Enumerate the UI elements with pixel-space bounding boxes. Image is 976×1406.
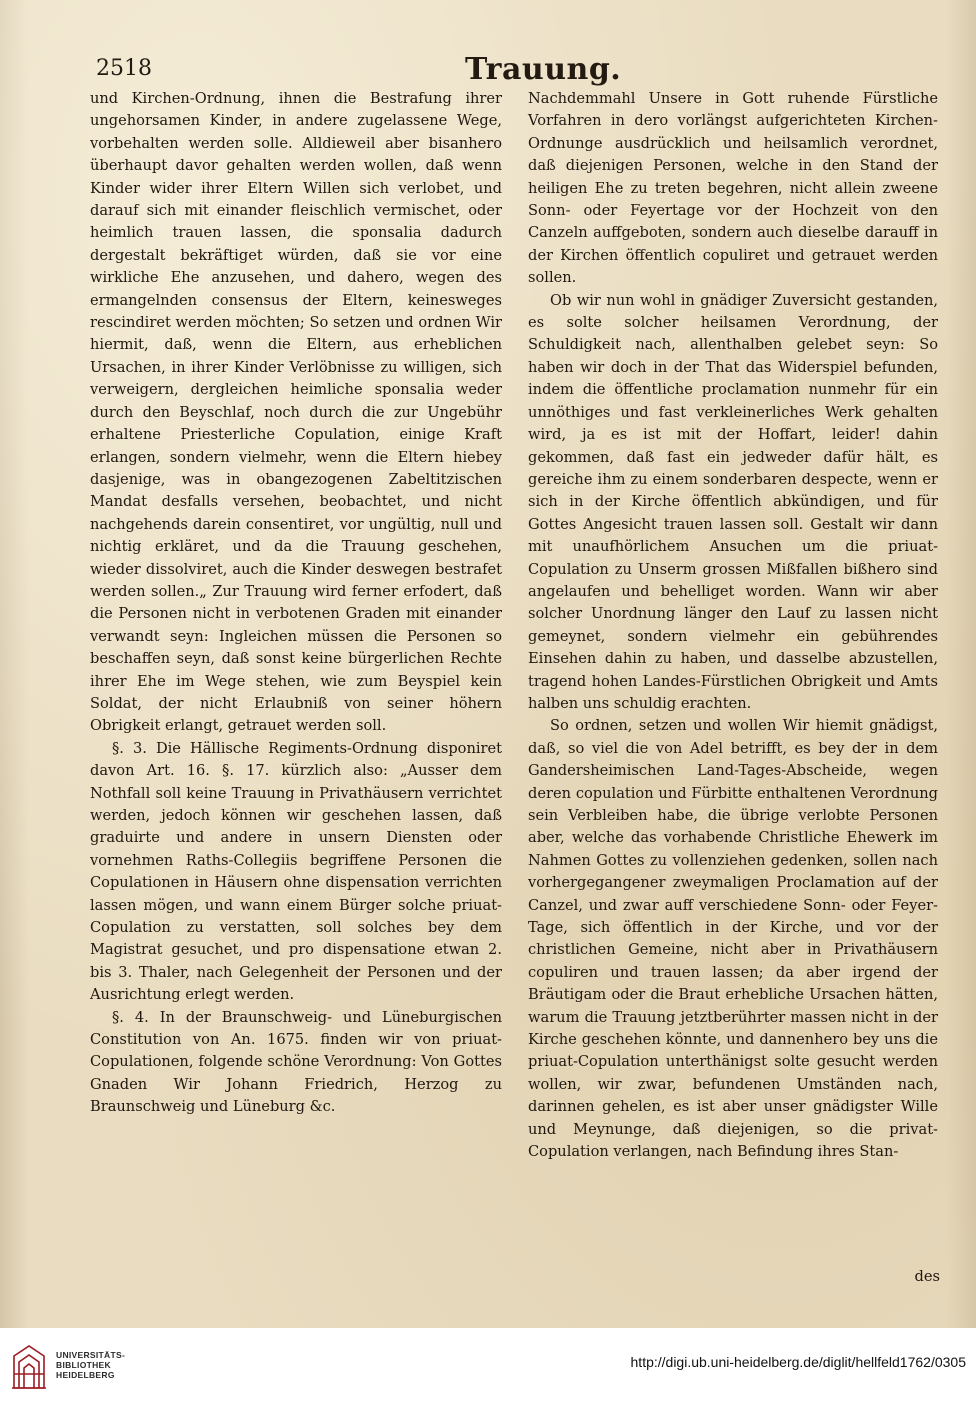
left-paragraph-1: und Kirchen-Ordnung, ihnen die Bestrafung ihrer ungehorsamen Kinder, in andere zugelassene Wege, vorbehalten werden solle. Alldieweil aber bisanhero überhaupt davor gehalten werden wollen, daß wenn Kinder wider ihrer Eltern Willen sich verlobet, und darauf sich mit einander fleischlich vermischet, oder heimlich trauen lassen, die sponsalia dadurch dergestalt bekräftiget würden, daß sie vor eine wirkliche Ehe anzusehen, und dahero, wegen des ermangelnden consensus der Eltern, keinesweges rescindiret werden möchten; So setzen und ordnen Wir hiermit, daß, wenn die Eltern, aus erheblichen Ursachen, in ihrer Kinder Verlöbnisse zu willigen, sich verweigern, dergleichen heimliche sponsalia weder durch den Beyschlaf, noch durch die zur Ungebühr erhaltene Priesterliche Copulation, einige Kraft erlangen, sondern vielmehr, wenn die Eltern hiebey dasjenige, was in obangezogenen Zabeltitzischen Mandat desfalls versehen, beobachtet, und nicht nachgehends darein consentiret, vor ungültig, null und nichtig erkläret, und da die Trauung geschehen, wieder dissolviret, auch die Kinder deswegen bestrafet werden sollen.„ Zur Trauung wird ferner erfodert, daß die Personen nicht in verbotenen Graden mit einander verwandt seyn: Ingleichen müssen die Personen so beschaffen seyn, daß sonst keine bürgerlichen Rechte ihrer Ehe im Wege stehen, wie zum Beyspiel kein Soldat, der nicht Erlaubniß von seiner höhern Obrigkeit erlangt, getrauet werden soll. bbox=[90, 90, 502, 735]
running-head bbox=[90, 52, 940, 88]
right-paragraph-1: Nachdemmahl Unsere in Gott ruhende Fürstliche Vorfahren in dero vorlängst aufgerichteten Kirchen-Ordnunge ausdrücklich und heilsamlich verordnet, daß diejenigen Personen, welche in den Stand der heiligen Ehe zu treten begehren, nicht allein zweene Sonn- oder Feyertage vor der Hochzeit von den Canzeln auffgeboten, sondern auch dieselbe darauff in der Kirchen öffentlich copuliret und getrauet werden sollen. bbox=[528, 90, 938, 287]
catchword: des bbox=[914, 1268, 940, 1285]
source-url-link[interactable]: http://digi.ub.uni-heidelberg.de/diglit/hellfeld1762/0305 bbox=[630, 1354, 966, 1370]
library-name-line-3: HEIDELBERG bbox=[56, 1370, 115, 1380]
right-column bbox=[528, 88, 938, 1164]
right-paragraph-2: Ob wir nun wohl in gnädiger Zuversicht gestanden, es solte solcher heilsamen Verordnung, der Schuldigkeit nach, allenthalben gelebet seyn: So haben wir doch in der That das Widerspiel befunden, indem die öffentliche proclamation nunmehr für ein unnöthiges und fast verkleinerliches Werk gehalten wird, ja es ist mit der Hoffart, leider! dahin gekommen, daß fast ein jedweder dafür hält, es gereiche ihm zu einem sonderbaren despecte, wenn er sich in der Kirche öffentlich abkündigen, und für Gottes Angesicht trauen lassen soll. Gestalt wir dann mit unaufhörlichem Ansuchen um die priuat-Copulation zu Unserm grossen Mißfallen bißhero sind angelaufen und behelliget worden. Wann wir aber solcher Unordnung länger den Lauf zu lassen nicht gemeynet, sondern vielmehr ein gebührendes Einsehen dahin zu haben, und dasselbe abzustellen, tragend hohen Landes-Fürstlichen Obrigkeit und Amts halben uns schuldig erachten. bbox=[528, 291, 938, 712]
left-paragraph-3: §. 4. In der Braunschweig- und Lüneburgischen Constitution von An. 1675. finden wir von priuat-Copulationen, folgende schöne Verordnung: Von Gottes Gnaden Wir Johann Friedrich, Herzog zu Braunschweig und Lüneburg &c. bbox=[90, 1008, 502, 1116]
page-title: Trauung. bbox=[465, 52, 622, 87]
right-paragraph-3: So ordnen, setzen und wollen Wir hiemit gnädigst, daß, so viel die von Adel betrifft, es bey der in dem Gandersheimischen Land-Tages-Abscheide, wegen deren copulation und Fürbitte enthaltenen Verordnung sein Verbleiben habe, die übrige verlobte Personen aber, welche das vorhabende Christliche Ehewerk im Nahmen Gottes zu vollenziehen gedenken, sollen nach vorhergegangener zweymaligen Proclamation auf der Canzel, und zwar auff verschiedene Sonn- oder Feyer-Tage, sich öffentlich in der Kirche, und vor der christlichen Gemeine, nicht aber in Privathäusern copuliren und trauen lassen; da aber irgend der Bräutigam oder die Braut erhebliche Ursachen hätten, warum die Trauung jetztberührter massen nicht in der Kirche geschehen könnte, und dannenhero bey uns die priuat-Copulation unterthänigst solte gesucht werden wollen, wir zwar, befundenen Umständen nach, darinnen gehelen, es ist aber unser gnädigster Wille und Meynunge, daß diejenigen, so die privat-Copulation verlangen, nach Befindung ihres Stan- bbox=[528, 717, 938, 1161]
left-paragraph-2: §. 3. Die Hällische Regiments-Ordnung disponiret davon Art. 16. §. 17. kürzlich also: „Ausser dem Nothfall soll keine Trauung in Privathäusern verrichtet werden, jedoch können wir geschehen lassen, daß graduirte und andere in unsern Diensten oder vornehmen Raths-Collegiis begriffene Personen die Copulationen in Häusern ohne dispensation verrichten lassen mögen, und wann einem Bürger solche priuat-Copulation zu verstatten, soll solches bey dem Magistrat gesuchet, und pro dispensatione etwan 2. bis 3. Thaler, nach Gelegenheit der Personen und der Ausrichtung erlegt werden. bbox=[90, 739, 502, 1004]
library-name bbox=[56, 1350, 125, 1380]
library-name-line-1: UNIVERSITÄTS- bbox=[56, 1350, 126, 1360]
ub-heidelberg-logo-icon bbox=[10, 1342, 48, 1392]
page-number: 2518 bbox=[96, 56, 152, 81]
left-column bbox=[90, 88, 502, 1119]
viewer-footer bbox=[0, 1328, 976, 1406]
library-name-line-2: BIBLIOTHEK bbox=[56, 1360, 111, 1370]
